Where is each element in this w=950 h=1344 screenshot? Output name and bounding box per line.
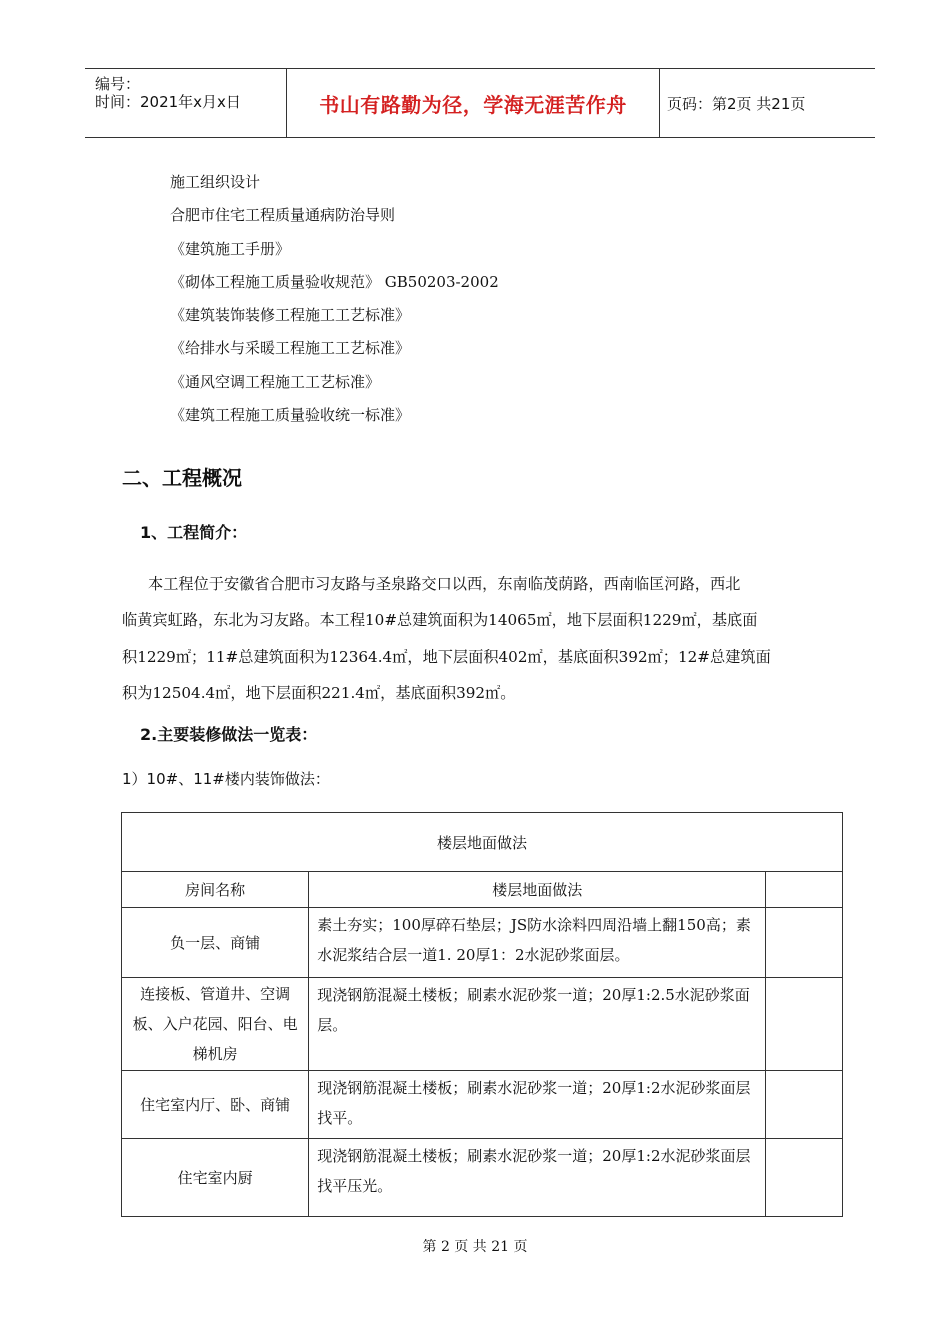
reference-list: [170, 170, 499, 436]
header-method: 楼层地面做法: [309, 872, 766, 908]
intro-paragraph: [122, 566, 842, 711]
reference-item: 施工组织设计: [170, 173, 261, 191]
header-extra: [766, 872, 843, 908]
page-label: 页码：第2页 共21页: [667, 94, 806, 113]
extra-cell: [766, 908, 843, 978]
section-title: 二、工程概况: [122, 466, 242, 490]
room-name: 住宅室内厨: [122, 1139, 309, 1217]
table-row: [122, 1071, 843, 1139]
table-row: [122, 908, 843, 978]
page-footer: 第 2 页 共 21 页: [422, 1239, 528, 1255]
header-page-cell: [667, 69, 875, 137]
intro-line: 积1229㎡；11#总建筑面积为12364.4㎡，地下层面积402㎡，基底面积392㎡；12#总建筑面: [122, 647, 771, 666]
table-row: [122, 1139, 843, 1217]
room-name: 连接板、管道井、空调板、入户花园、阳台、电梯机房: [122, 978, 309, 1071]
floor-method: 素土夯实；100厚碎石垫层；JS防水涂料四周沿墙上翻150高；素水泥浆结合层一道1. 20厚1：2水泥砂浆面层。: [309, 908, 766, 978]
floor-method-table: [121, 812, 843, 1217]
extra-cell: [766, 1071, 843, 1139]
table-row: [122, 978, 843, 1071]
header-room: 房间名称: [122, 872, 309, 908]
reference-item: 《通风空调工程施工工艺标准》: [170, 372, 381, 391]
date-label: 时间：2021年x月x日: [95, 93, 241, 111]
table-title: 楼层地面做法: [122, 813, 843, 872]
extra-cell: [766, 978, 843, 1071]
reference-item: 《建筑装饰装修工程施工工艺标准》: [170, 306, 411, 325]
room-name: 住宅室内厅、卧、商铺: [122, 1071, 309, 1139]
intro-title: 1、工程简介：: [140, 523, 248, 542]
table-header-row: [122, 872, 843, 908]
floor-method: 现浇钢筋混凝土楼板；刷素水泥砂浆一道；20厚1:2.5水泥砂浆面层。: [309, 978, 766, 1071]
room-name: 负一层、商铺: [122, 908, 309, 978]
motto-text: 书山有路勤为径，学海无涯苦作舟: [319, 92, 627, 117]
intro-line: 本工程位于安徽省合肥市习友路与圣泉路交口以西，东南临茂荫路，西南临匡河路，西北: [148, 575, 741, 593]
header-meta: [85, 69, 285, 137]
reference-item: 合肥市住宅工程质量通病防治导则: [170, 206, 396, 225]
reference-item: 《给排水与采暖工程施工工艺标准》: [170, 339, 411, 358]
header-motto-cell: [286, 69, 660, 137]
decor-title: 2.主要装修做法一览表：: [140, 725, 318, 744]
decor-subtitle: 1）10#、11#楼内装饰做法：: [122, 770, 330, 788]
table-title-row: [122, 813, 843, 872]
reference-item: 《建筑工程施工质量验收统一标准》: [170, 406, 411, 425]
reference-item: 《砌体工程施工质量验收规范》 GB50203-2002: [170, 272, 499, 291]
extra-cell: [766, 1139, 843, 1217]
floor-method: 现浇钢筋混凝土楼板；刷素水泥砂浆一道；20厚1:2水泥砂浆面层找平。: [309, 1071, 766, 1139]
page-header: [85, 68, 875, 138]
number-label: 编号：: [95, 75, 141, 93]
intro-line: 临黄宾虹路，东北为习友路。本工程10#总建筑面积为14065㎡，地下层面积1229㎡，基底面: [122, 611, 758, 630]
intro-line: 积为12504.4㎡，地下层面积221.4㎡，基底面积392㎡。: [122, 683, 516, 702]
reference-item: 《建筑施工手册》: [170, 239, 291, 258]
floor-method: 现浇钢筋混凝土楼板；刷素水泥砂浆一道；20厚1:2水泥砂浆面层找平压光。: [309, 1139, 766, 1217]
